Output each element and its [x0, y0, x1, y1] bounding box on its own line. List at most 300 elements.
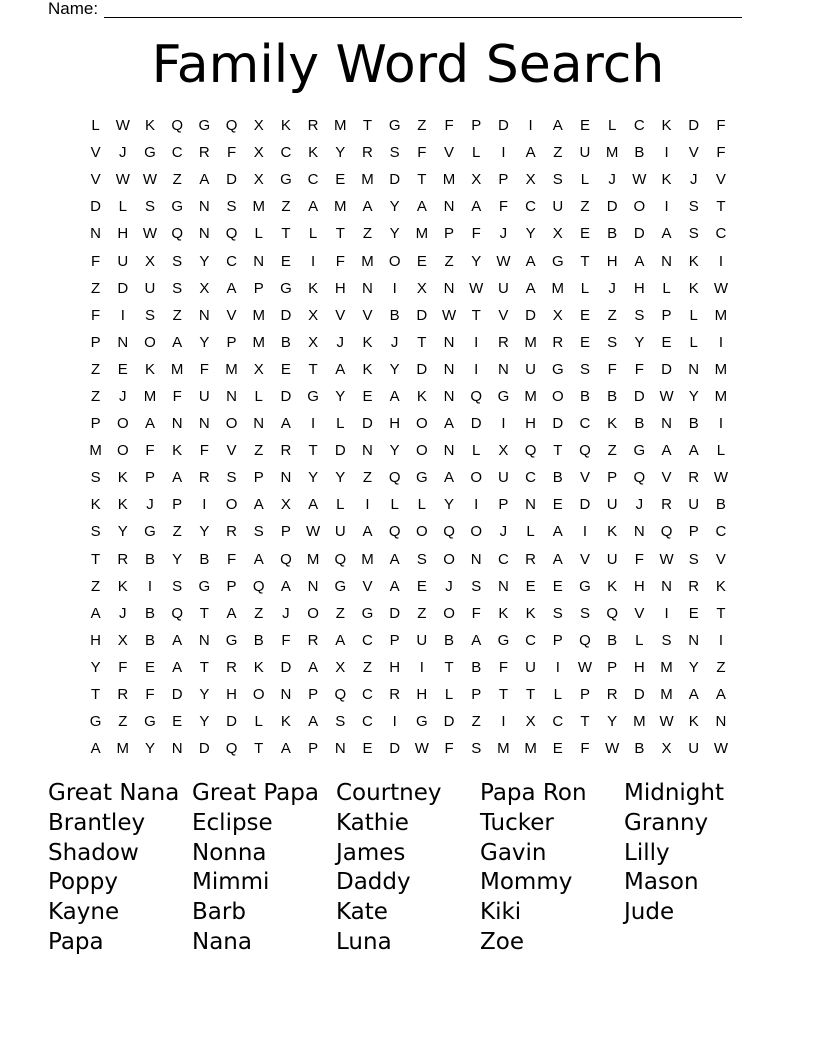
grid-letter[interactable]: Y	[90, 658, 101, 676]
grid-letter[interactable]: C	[715, 225, 727, 243]
grid-letter[interactable]: A	[172, 469, 183, 487]
grid-letter[interactable]: M	[524, 333, 537, 351]
grid-letter[interactable]: F	[145, 442, 155, 460]
grid-letter[interactable]: N	[198, 631, 210, 649]
grid-letter[interactable]: X	[117, 631, 128, 649]
grid-letter[interactable]: D	[226, 171, 237, 189]
grid-letter[interactable]: W	[142, 225, 158, 243]
grid-letter[interactable]: W	[496, 252, 511, 270]
grid-letter[interactable]: F	[444, 117, 454, 135]
grid-letter[interactable]: I	[392, 713, 397, 731]
grid-letter[interactable]: M	[660, 658, 673, 676]
grid-letter[interactable]: W	[306, 523, 321, 541]
grid-letter[interactable]: K	[416, 387, 427, 405]
grid-letter[interactable]: O	[416, 523, 428, 541]
grid-letter[interactable]: Q	[524, 442, 537, 460]
grid-letter[interactable]: G	[497, 387, 510, 405]
grid-letter[interactable]: D	[661, 360, 672, 378]
grid-letter[interactable]: V	[579, 550, 590, 568]
grid-letter[interactable]: S	[552, 604, 563, 622]
grid-letter[interactable]: V	[362, 577, 373, 595]
grid-letter[interactable]: E	[579, 117, 590, 135]
grid-letter[interactable]: A	[552, 523, 563, 541]
grid-letter[interactable]: P	[471, 117, 482, 135]
grid-letter[interactable]: N	[443, 442, 455, 460]
grid-letter[interactable]: I	[474, 333, 479, 351]
grid-letter[interactable]: O	[116, 442, 129, 460]
grid-letter[interactable]: N	[443, 387, 455, 405]
grid-letter[interactable]: C	[497, 550, 509, 568]
grid-letter[interactable]: I	[311, 415, 316, 433]
grid-letter[interactable]: N	[443, 333, 455, 351]
grid-letter[interactable]: E	[362, 740, 373, 758]
grid-letter[interactable]: R	[606, 686, 618, 704]
grid-letter[interactable]: E	[144, 658, 155, 676]
grid-letter[interactable]: Q	[388, 523, 401, 541]
grid-letter[interactable]: Z	[471, 713, 481, 731]
grid-letter[interactable]: K	[607, 577, 618, 595]
grid-letter[interactable]: Q	[388, 469, 401, 487]
grid-letter[interactable]: S	[688, 225, 699, 243]
grid-letter[interactable]: B	[579, 387, 590, 405]
grid-letter[interactable]: A	[688, 442, 699, 460]
grid-letter[interactable]: B	[253, 631, 264, 649]
grid-letter[interactable]: Q	[225, 740, 238, 758]
grid-letter[interactable]: B	[144, 631, 155, 649]
grid-letter[interactable]: Y	[688, 387, 699, 405]
grid-letter[interactable]: V	[226, 442, 237, 460]
grid-letter[interactable]: C	[362, 631, 373, 649]
grid-letter[interactable]: Q	[633, 469, 646, 487]
grid-letter[interactable]: X	[525, 171, 536, 189]
grid-letter[interactable]: E	[416, 577, 427, 595]
grid-letter[interactable]: B	[607, 631, 618, 649]
grid-letter[interactable]: P	[444, 225, 455, 243]
grid-letter[interactable]: L	[662, 279, 671, 297]
grid-letter[interactable]: F	[335, 252, 345, 270]
grid-letter[interactable]: C	[362, 686, 373, 704]
grid-letter[interactable]: K	[661, 171, 672, 189]
grid-letter[interactable]: I	[664, 144, 669, 162]
grid-letter[interactable]: U	[525, 658, 537, 676]
grid-letter[interactable]: A	[389, 387, 400, 405]
grid-letter[interactable]: Y	[144, 740, 155, 758]
grid-letter[interactable]: W	[632, 171, 647, 189]
grid-letter[interactable]: W	[713, 279, 728, 297]
grid-letter[interactable]: O	[144, 333, 156, 351]
grid-letter[interactable]: R	[552, 333, 564, 351]
grid-letter[interactable]: K	[362, 333, 373, 351]
grid-letter[interactable]: M	[605, 144, 619, 162]
grid-letter[interactable]: A	[226, 604, 237, 622]
grid-letter[interactable]: J	[119, 604, 127, 622]
grid-letter[interactable]: G	[307, 387, 319, 405]
grid-letter[interactable]: L	[254, 225, 263, 243]
grid-letter[interactable]: X	[308, 333, 319, 351]
grid-letter[interactable]: I	[582, 523, 588, 541]
grid-letter[interactable]: Z	[417, 117, 427, 135]
grid-letter[interactable]: N	[443, 279, 455, 297]
grid-letter[interactable]: I	[718, 252, 723, 270]
grid-letter[interactable]: N	[117, 333, 129, 351]
grid-letter[interactable]: O	[470, 469, 483, 487]
grid-letter[interactable]: P	[389, 631, 400, 649]
grid-letter[interactable]: H	[389, 658, 401, 676]
grid-letter[interactable]: Y	[335, 387, 346, 405]
grid-letter[interactable]: Q	[252, 577, 265, 595]
grid-letter[interactable]: G	[334, 577, 347, 595]
grid-letter[interactable]: B	[389, 306, 400, 324]
grid-letter[interactable]: D	[362, 415, 373, 433]
grid-letter[interactable]: K	[90, 496, 101, 514]
grid-letter[interactable]: R	[497, 333, 509, 351]
grid-letter[interactable]: C	[552, 713, 564, 731]
grid-letter[interactable]: O	[307, 604, 319, 622]
grid-letter[interactable]: X	[552, 225, 563, 243]
grid-letter[interactable]: R	[226, 658, 237, 676]
grid-letter[interactable]: B	[634, 740, 645, 758]
grid-letter[interactable]: G	[497, 631, 510, 649]
grid-letter[interactable]: R	[389, 686, 401, 704]
grid-letter[interactable]: S	[389, 144, 400, 162]
grid-letter[interactable]: W	[659, 387, 674, 405]
grid-letter[interactable]: M	[116, 740, 130, 758]
grid-letter[interactable]: T	[716, 198, 726, 216]
grid-letter[interactable]: W	[142, 171, 158, 189]
grid-letter[interactable]: B	[280, 333, 291, 351]
grid-letter[interactable]: L	[607, 117, 617, 135]
grid-letter[interactable]: C	[525, 198, 537, 216]
grid-letter[interactable]: K	[607, 415, 618, 433]
grid-letter[interactable]: U	[334, 523, 346, 541]
grid-letter[interactable]: F	[634, 360, 644, 378]
grid-letter[interactable]: M	[334, 117, 347, 135]
grid-letter[interactable]: J	[445, 577, 453, 595]
grid-letter[interactable]: V	[444, 144, 455, 162]
grid-letter[interactable]: E	[335, 171, 346, 189]
grid-letter[interactable]: T	[417, 333, 427, 351]
grid-letter[interactable]: Q	[171, 225, 183, 243]
grid-letter[interactable]: O	[416, 442, 428, 460]
grid-letter[interactable]: L	[91, 117, 100, 135]
grid-letter[interactable]: M	[714, 387, 728, 405]
grid-letter[interactable]: D	[280, 306, 292, 324]
grid-letter[interactable]: B	[607, 387, 618, 405]
grid-letter[interactable]: P	[607, 658, 618, 676]
grid-letter[interactable]: X	[280, 496, 291, 514]
grid-letter[interactable]: Z	[417, 604, 427, 622]
grid-letter[interactable]: D	[117, 279, 129, 297]
grid-letter[interactable]: S	[226, 469, 237, 487]
grid-letter[interactable]: L	[390, 496, 399, 514]
grid-letter[interactable]: N	[688, 631, 700, 649]
grid-letter[interactable]: G	[280, 171, 292, 189]
grid-letter[interactable]: I	[501, 144, 506, 162]
grid-letter[interactable]: M	[442, 171, 456, 189]
grid-letter[interactable]: G	[144, 144, 156, 162]
grid-letter[interactable]: W	[115, 117, 130, 135]
grid-letter[interactable]: Q	[171, 604, 183, 622]
grid-letter[interactable]: Z	[362, 658, 373, 676]
grid-letter[interactable]: V	[90, 171, 101, 189]
grid-letter[interactable]: E	[579, 333, 590, 351]
grid-letter[interactable]: M	[497, 740, 510, 758]
grid-letter[interactable]: B	[607, 225, 618, 243]
grid-letter[interactable]: K	[498, 604, 509, 622]
grid-letter[interactable]: R	[307, 117, 319, 135]
grid-letter[interactable]: G	[551, 360, 564, 378]
grid-letter[interactable]: S	[634, 306, 645, 324]
grid-letter[interactable]: V	[579, 469, 590, 487]
grid-letter[interactable]: D	[280, 387, 292, 405]
grid-letter[interactable]: H	[226, 686, 237, 704]
grid-letter[interactable]: E	[280, 252, 291, 270]
grid-letter[interactable]: M	[361, 550, 374, 568]
grid-letter[interactable]: P	[172, 496, 183, 514]
grid-letter[interactable]: D	[389, 171, 401, 189]
grid-letter[interactable]: C	[715, 523, 727, 541]
grid-letter[interactable]: P	[226, 333, 237, 351]
grid-letter[interactable]: Y	[389, 442, 400, 460]
grid-letter[interactable]: A	[525, 144, 536, 162]
grid-letter[interactable]: A	[552, 117, 563, 135]
grid-letter[interactable]: I	[718, 415, 723, 433]
grid-letter[interactable]: O	[225, 415, 238, 433]
grid-letter[interactable]: X	[471, 171, 482, 189]
grid-letter[interactable]: J	[608, 171, 616, 189]
grid-letter[interactable]: M	[361, 252, 374, 270]
grid-letter[interactable]: P	[90, 333, 101, 351]
grid-letter[interactable]: S	[471, 740, 482, 758]
grid-letter[interactable]: R	[661, 496, 672, 514]
grid-letter[interactable]: J	[119, 387, 127, 405]
grid-letter[interactable]: N	[470, 550, 482, 568]
grid-letter[interactable]: J	[390, 333, 399, 351]
grid-letter[interactable]: N	[633, 523, 645, 541]
grid-letter[interactable]: W	[577, 658, 593, 676]
grid-letter[interactable]: M	[252, 306, 265, 324]
grid-letter[interactable]: I	[147, 577, 153, 595]
grid-letter[interactable]: A	[715, 686, 726, 704]
grid-letter[interactable]: D	[198, 740, 210, 758]
grid-letter[interactable]: A	[172, 631, 183, 649]
grid-letter[interactable]: Y	[199, 713, 210, 731]
grid-letter[interactable]: A	[471, 631, 482, 649]
grid-letter[interactable]: B	[715, 496, 726, 514]
grid-letter[interactable]: I	[718, 631, 723, 649]
grid-letter[interactable]: T	[580, 713, 590, 731]
grid-letter[interactable]: I	[392, 279, 397, 297]
grid-letter[interactable]: N	[198, 306, 210, 324]
grid-letter[interactable]: K	[308, 279, 319, 297]
grid-letter[interactable]: R	[198, 469, 210, 487]
grid-letter[interactable]: J	[499, 523, 508, 541]
grid-letter[interactable]: N	[171, 415, 183, 433]
grid-letter[interactable]: Z	[91, 577, 101, 595]
grid-letter[interactable]: S	[253, 523, 264, 541]
grid-letter[interactable]: S	[144, 198, 155, 216]
grid-letter[interactable]: Q	[579, 631, 591, 649]
grid-letter[interactable]: E	[172, 713, 183, 731]
grid-letter[interactable]: D	[633, 225, 645, 243]
grid-letter[interactable]: D	[688, 117, 700, 135]
grid-letter[interactable]: X	[253, 360, 264, 378]
grid-letter[interactable]: R	[117, 550, 129, 568]
grid-letter[interactable]: M	[524, 387, 537, 405]
grid-letter[interactable]: K	[117, 496, 128, 514]
grid-letter[interactable]: J	[146, 496, 154, 514]
grid-letter[interactable]: W	[414, 740, 429, 758]
grid-letter[interactable]: M	[89, 442, 102, 460]
grid-letter[interactable]: R	[117, 686, 129, 704]
grid-letter[interactable]: S	[226, 198, 237, 216]
grid-letter[interactable]: X	[253, 117, 264, 135]
grid-letter[interactable]: B	[471, 658, 482, 676]
grid-letter[interactable]: Y	[607, 713, 618, 731]
grid-letter[interactable]: S	[607, 333, 618, 351]
grid-letter[interactable]: K	[117, 577, 128, 595]
grid-letter[interactable]: N	[661, 577, 672, 595]
grid-letter[interactable]: T	[417, 171, 427, 189]
grid-letter[interactable]: P	[308, 686, 319, 704]
grid-letter[interactable]: D	[171, 686, 183, 704]
grid-letter[interactable]: A	[471, 198, 482, 216]
name-field[interactable]	[48, 0, 742, 18]
grid-letter[interactable]: S	[90, 469, 101, 487]
grid-letter[interactable]: D	[226, 713, 237, 731]
grid-letter[interactable]: S	[335, 713, 346, 731]
grid-letter[interactable]: K	[362, 360, 373, 378]
grid-letter[interactable]: G	[198, 577, 211, 595]
grid-letter[interactable]: A	[308, 658, 319, 676]
grid-letter[interactable]: W	[605, 740, 620, 758]
grid-letter[interactable]: T	[471, 306, 481, 324]
grid-letter[interactable]: I	[664, 604, 669, 622]
grid-letter[interactable]: L	[526, 523, 535, 541]
grid-letter[interactable]: S	[144, 306, 155, 324]
grid-letter[interactable]: P	[253, 469, 264, 487]
grid-letter[interactable]: K	[280, 117, 291, 135]
grid-letter[interactable]: R	[307, 631, 319, 649]
grid-letter[interactable]: W	[713, 740, 728, 758]
grid-letter[interactable]: O	[551, 387, 564, 405]
grid-letter[interactable]: A	[362, 523, 373, 541]
grid-letter[interactable]: D	[525, 306, 537, 324]
grid-letter[interactable]: Z	[444, 252, 454, 270]
grid-letter[interactable]: I	[474, 496, 479, 514]
grid-letter[interactable]: L	[308, 225, 318, 243]
grid-letter[interactable]: H	[633, 577, 645, 595]
grid-letter[interactable]: L	[254, 387, 263, 405]
grid-letter[interactable]: A	[525, 279, 536, 297]
grid-letter[interactable]: Z	[254, 604, 264, 622]
grid-letter[interactable]: O	[470, 523, 483, 541]
grid-letter[interactable]: V	[362, 306, 373, 324]
grid-letter[interactable]: F	[91, 252, 101, 270]
grid-letter[interactable]: A	[90, 740, 101, 758]
grid-letter[interactable]: P	[253, 279, 264, 297]
grid-letter[interactable]: J	[336, 333, 345, 351]
grid-letter[interactable]: I	[202, 496, 207, 514]
grid-letter[interactable]: P	[688, 523, 699, 541]
grid-letter[interactable]: E	[280, 360, 291, 378]
grid-letter[interactable]: H	[525, 415, 537, 433]
grid-letter[interactable]: X	[308, 306, 319, 324]
grid-letter[interactable]: K	[253, 658, 264, 676]
grid-letter[interactable]: T	[362, 117, 373, 135]
grid-letter[interactable]: R	[280, 442, 292, 460]
grid-letter[interactable]: W	[469, 279, 484, 297]
grid-letter[interactable]: F	[118, 658, 128, 676]
grid-letter[interactable]: Z	[118, 713, 128, 731]
grid-letter[interactable]: C	[362, 713, 373, 731]
grid-letter[interactable]: A	[144, 415, 155, 433]
grid-letter[interactable]: Z	[362, 225, 373, 243]
grid-letter[interactable]: F	[498, 658, 508, 676]
grid-letter[interactable]: G	[416, 713, 428, 731]
grid-letter[interactable]: L	[472, 442, 481, 460]
grid-letter[interactable]: Q	[606, 604, 618, 622]
grid-letter[interactable]: Y	[199, 252, 210, 270]
grid-letter[interactable]: L	[689, 306, 698, 324]
grid-letter[interactable]: W	[659, 713, 674, 731]
grid-letter[interactable]: U	[606, 496, 618, 514]
grid-letter[interactable]: N	[661, 252, 672, 270]
grid-letter[interactable]: K	[280, 713, 291, 731]
grid-letter[interactable]: F	[91, 306, 101, 324]
grid-letter[interactable]: I	[501, 713, 506, 731]
grid-letter[interactable]: Y	[308, 469, 319, 487]
grid-letter[interactable]: F	[444, 740, 454, 758]
grid-letter[interactable]: M	[306, 550, 320, 568]
grid-letter[interactable]: F	[607, 360, 617, 378]
grid-letter[interactable]: L	[444, 686, 454, 704]
grid-letter[interactable]: Y	[525, 225, 536, 243]
grid-letter[interactable]: F	[199, 360, 209, 378]
grid-letter[interactable]: D	[90, 198, 102, 216]
grid-letter[interactable]: Z	[362, 469, 373, 487]
grid-letter[interactable]: X	[498, 442, 509, 460]
grid-letter[interactable]: A	[308, 496, 319, 514]
grid-letter[interactable]: N	[307, 577, 319, 595]
grid-letter[interactable]: N	[688, 360, 700, 378]
grid-letter[interactable]: D	[552, 415, 564, 433]
grid-letter[interactable]: S	[172, 279, 183, 297]
grid-letter[interactable]: C	[525, 469, 537, 487]
grid-letter[interactable]: N	[362, 442, 373, 460]
grid-letter[interactable]: O	[443, 550, 455, 568]
grid-letter[interactable]: T	[553, 442, 563, 460]
grid-letter[interactable]: K	[688, 713, 699, 731]
grid-letter[interactable]: P	[579, 686, 590, 704]
grid-letter[interactable]: P	[498, 496, 509, 514]
grid-letter[interactable]: T	[526, 686, 536, 704]
grid-letter[interactable]: D	[470, 415, 482, 433]
grid-letter[interactable]: J	[282, 604, 290, 622]
grid-letter[interactable]: G	[198, 117, 211, 135]
grid-letter[interactable]: B	[144, 550, 155, 568]
grid-letter[interactable]: E	[416, 252, 427, 270]
grid-letter[interactable]: D	[334, 442, 346, 460]
grid-letter[interactable]: N	[90, 225, 102, 243]
grid-letter[interactable]: L	[336, 496, 345, 514]
grid-letter[interactable]: X	[335, 658, 346, 676]
grid-letter[interactable]: G	[280, 279, 292, 297]
grid-letter[interactable]: Y	[199, 523, 210, 541]
grid-letter[interactable]: X	[253, 144, 264, 162]
grid-letter[interactable]: U	[144, 279, 156, 297]
grid-letter[interactable]: U	[198, 387, 210, 405]
